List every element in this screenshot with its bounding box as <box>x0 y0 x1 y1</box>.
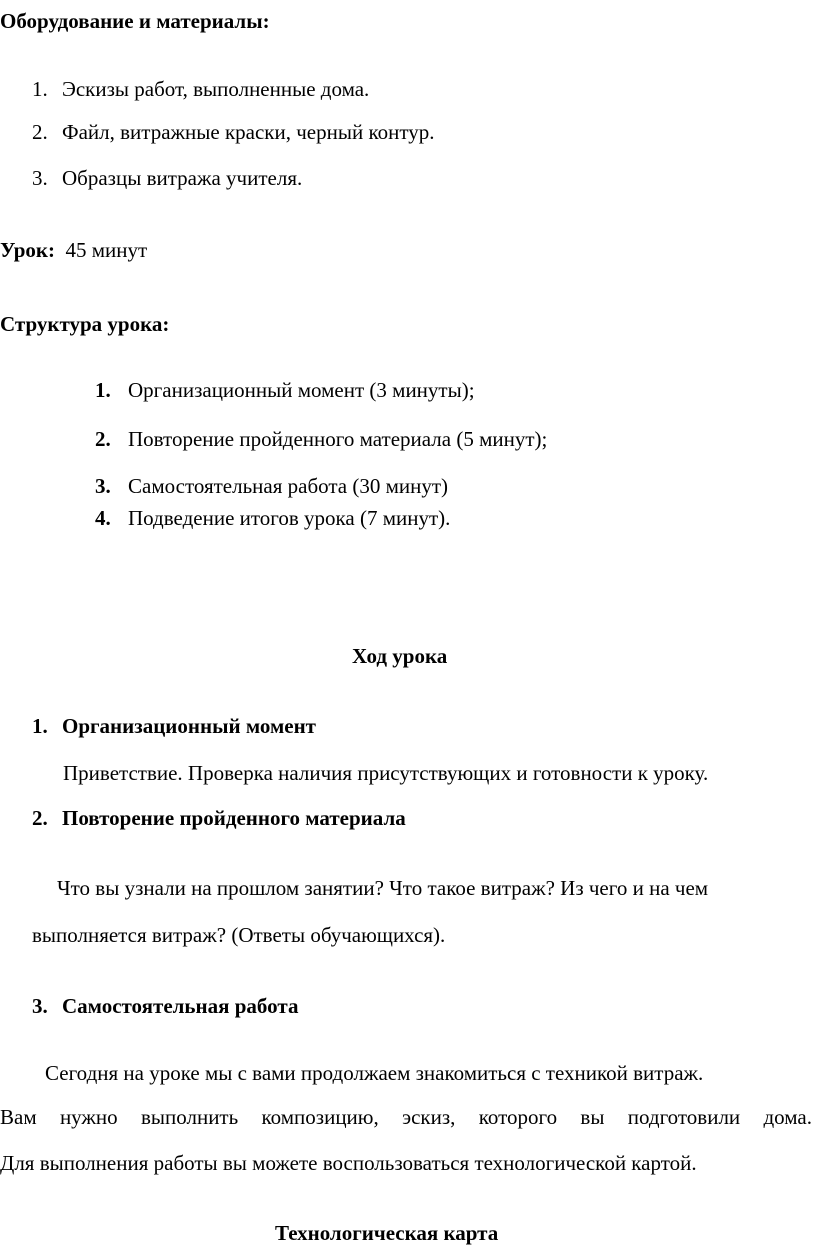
list-text: Повторение пройденного материала (5 минут); <box>128 427 548 451</box>
structure-item <box>95 429 547 450</box>
list-number: 2. <box>32 120 48 144</box>
list-text: Организационный момент (3 минуты); <box>128 378 475 402</box>
section-title-text: Самостоятельная работа <box>62 994 299 1018</box>
section-number: 2. <box>32 806 48 830</box>
section-number: 1. <box>32 714 48 738</box>
course-heading: Ход урока <box>352 644 448 668</box>
section-paragraph: Сегодня на уроке мы с вами продолжаем знакомиться с техникой витраж. <box>45 1061 704 1085</box>
structure-item <box>95 476 448 497</box>
section-paragraph: Что вы узнали на прошлом занятии? Что такое витраж? Из чего и на чем <box>57 876 709 900</box>
equipment-heading: Оборудование и материалы: <box>0 9 270 33</box>
lesson-label: Урок: <box>0 238 55 262</box>
list-text: Эскизы работ, выполненные дома. <box>62 77 370 101</box>
structure-heading: Структура урока: <box>0 312 170 336</box>
section-title <box>32 808 406 829</box>
list-text: Образцы витража учителя. <box>62 166 303 190</box>
section-title-text: Организационный момент <box>62 714 316 738</box>
structure-item <box>95 380 475 401</box>
equipment-item <box>32 79 369 100</box>
section-paragraph: Для выполнения работы вы можете воспользоваться технологической картой. <box>0 1151 697 1175</box>
section-paragraph: Приветствие. Проверка наличия присутствующих и готовности к уроку. <box>63 761 709 785</box>
tech-card-heading: Технологическая карта <box>275 1221 499 1245</box>
structure-item <box>95 508 450 529</box>
list-number: 3. <box>32 166 48 190</box>
list-text: Файл, витражные краски, черный контур. <box>62 120 435 144</box>
list-number: 4. <box>95 506 111 530</box>
section-paragraph: выполняется витраж? (Ответы обучающихся). <box>32 923 446 947</box>
section-title <box>32 716 316 737</box>
list-text: Самостоятельная работа (30 минут) <box>128 474 449 498</box>
lesson-duration-value: 45 минут <box>65 238 148 262</box>
lesson-duration <box>0 240 147 261</box>
list-number: 1. <box>32 77 48 101</box>
section-paragraph: Вам нужно выполнить композицию, эскиз, которого вы подготовили дома. <box>0 1105 812 1129</box>
section-number: 3. <box>32 994 48 1018</box>
list-number: 1. <box>95 378 111 402</box>
equipment-item <box>32 122 435 143</box>
section-title-text: Повторение пройденного материала <box>62 806 406 830</box>
equipment-item <box>32 168 302 189</box>
list-text: Подведение итогов урока (7 минут). <box>128 506 451 530</box>
list-number: 2. <box>95 427 111 451</box>
list-number: 3. <box>95 474 111 498</box>
section-title <box>32 996 298 1017</box>
